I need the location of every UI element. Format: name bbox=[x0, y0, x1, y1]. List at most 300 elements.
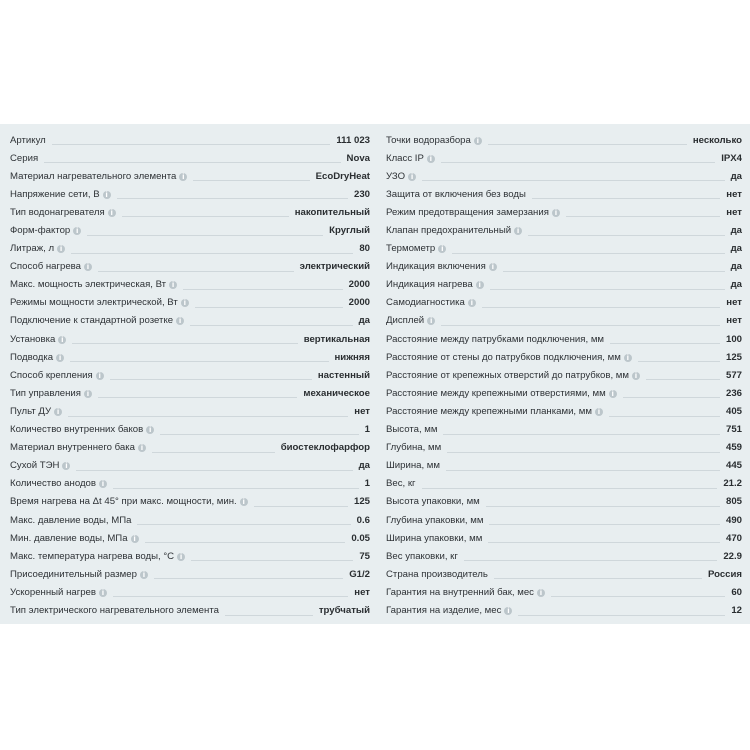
leader-line bbox=[532, 198, 720, 199]
spec-value: 805 bbox=[725, 496, 742, 508]
spec-label bbox=[386, 370, 644, 381]
leader-line bbox=[638, 361, 720, 362]
spec-value: несколько bbox=[692, 134, 742, 146]
leader-line bbox=[446, 470, 720, 471]
info-icon[interactable]: i bbox=[54, 408, 62, 416]
leader-line bbox=[623, 397, 720, 398]
info-icon[interactable]: i bbox=[84, 263, 92, 271]
spec-label bbox=[10, 135, 50, 146]
spec-label bbox=[386, 352, 636, 363]
spec-row bbox=[386, 529, 742, 547]
spec-label bbox=[10, 496, 252, 507]
spec-row bbox=[10, 601, 370, 619]
info-icon[interactable]: i bbox=[138, 444, 146, 452]
spec-row bbox=[386, 366, 742, 384]
spec-row bbox=[386, 565, 742, 583]
spec-label-text: Расстояние между крепежными планками, мм bbox=[386, 405, 592, 417]
spec-label-text: Страна производитель bbox=[386, 568, 488, 580]
spec-value: 230 bbox=[353, 188, 370, 200]
info-icon[interactable]: i bbox=[624, 354, 632, 362]
spec-label bbox=[10, 171, 191, 182]
specs-column-right bbox=[386, 131, 742, 620]
spec-label bbox=[386, 406, 607, 417]
spec-row bbox=[386, 312, 742, 330]
spec-label bbox=[10, 478, 111, 489]
spec-label bbox=[10, 243, 69, 254]
leader-line bbox=[441, 325, 720, 326]
spec-value: 2000 bbox=[348, 297, 370, 309]
spec-label bbox=[386, 442, 445, 453]
spec-label bbox=[386, 569, 492, 580]
info-icon[interactable]: i bbox=[438, 245, 446, 253]
spec-label bbox=[10, 207, 120, 218]
spec-row bbox=[10, 402, 370, 420]
spec-value: Круглый bbox=[329, 225, 370, 237]
spec-label-text: Макс. температура нагрева воды, °С bbox=[10, 550, 175, 562]
leader-line bbox=[191, 560, 353, 561]
leader-line bbox=[152, 452, 275, 453]
leader-line bbox=[113, 596, 348, 597]
spec-label bbox=[10, 297, 193, 308]
leader-line bbox=[68, 416, 348, 417]
spec-label bbox=[386, 587, 549, 598]
spec-row bbox=[10, 221, 370, 239]
spec-value: 100 bbox=[725, 333, 742, 345]
spec-row bbox=[10, 294, 370, 312]
spec-label-text: Серия bbox=[10, 152, 39, 164]
spec-value: 459 bbox=[725, 442, 742, 454]
spec-row bbox=[386, 240, 742, 258]
spec-row bbox=[386, 167, 742, 185]
spec-value: 80 bbox=[359, 243, 370, 255]
spec-label-text: Глубина, мм bbox=[386, 442, 442, 454]
spec-value: электрический bbox=[299, 261, 370, 273]
spec-label-text: Вес, кг bbox=[386, 478, 416, 490]
info-icon[interactable]: i bbox=[177, 553, 185, 561]
spec-value: нет bbox=[726, 206, 742, 218]
spec-row bbox=[10, 529, 370, 547]
info-icon[interactable]: i bbox=[73, 227, 81, 235]
spec-value: 75 bbox=[359, 550, 370, 562]
info-icon[interactable]: i bbox=[146, 426, 154, 434]
leader-line bbox=[609, 416, 720, 417]
spec-label bbox=[386, 605, 516, 616]
info-icon[interactable]: i bbox=[84, 390, 92, 398]
info-icon[interactable]: i bbox=[427, 317, 435, 325]
spec-row bbox=[10, 131, 370, 149]
leader-line bbox=[225, 615, 313, 616]
spec-label-text: Ширина упаковки, мм bbox=[386, 532, 483, 544]
info-icon[interactable]: i bbox=[595, 408, 603, 416]
leader-line bbox=[528, 235, 724, 236]
info-icon[interactable]: i bbox=[176, 317, 184, 325]
spec-label bbox=[10, 460, 74, 471]
info-icon[interactable]: i bbox=[181, 299, 189, 307]
spec-label-text: Самодиагностика bbox=[386, 297, 465, 309]
info-icon[interactable]: i bbox=[240, 498, 248, 506]
spec-value: вертикальная bbox=[303, 333, 370, 345]
spec-value: 125 bbox=[725, 351, 742, 363]
spec-row bbox=[10, 185, 370, 203]
spec-value: 751 bbox=[725, 424, 742, 436]
spec-row bbox=[10, 149, 370, 167]
leader-line bbox=[494, 578, 702, 579]
leader-line bbox=[489, 524, 720, 525]
spec-value: 2000 bbox=[348, 279, 370, 291]
info-icon[interactable]: i bbox=[514, 227, 522, 235]
leader-line bbox=[254, 506, 348, 507]
spec-row bbox=[10, 421, 370, 439]
info-icon[interactable]: i bbox=[609, 390, 617, 398]
leader-line bbox=[195, 307, 343, 308]
leader-line bbox=[447, 452, 720, 453]
info-icon[interactable]: i bbox=[58, 336, 66, 344]
spec-row bbox=[386, 511, 742, 529]
spec-value: 21.2 bbox=[723, 478, 742, 490]
spec-label-text: Гарантия на изделие, мес bbox=[386, 604, 502, 616]
spec-label bbox=[10, 406, 66, 417]
spec-value: настенный bbox=[317, 369, 370, 381]
spec-label-text: Глубина упаковки, мм bbox=[386, 514, 484, 526]
spec-row bbox=[386, 131, 742, 149]
spec-label bbox=[386, 153, 439, 164]
spec-label-text: Время нагрева на Δt 45° при макс. мощности, мин. bbox=[10, 496, 237, 508]
spec-value: 111 023 bbox=[336, 134, 370, 146]
leader-line bbox=[160, 434, 358, 435]
spec-label bbox=[386, 533, 486, 544]
spec-row bbox=[10, 547, 370, 565]
info-icon[interactable]: i bbox=[408, 173, 416, 181]
spec-value: 0.6 bbox=[356, 514, 370, 526]
spec-row bbox=[386, 475, 742, 493]
spec-label-text: Материал нагревательного элемента bbox=[10, 170, 177, 182]
spec-label-text: Высота упаковки, мм bbox=[386, 496, 480, 508]
spec-row bbox=[10, 330, 370, 348]
spec-label-text: Расстояние между крепежными отверстиями, мм bbox=[386, 387, 606, 399]
spec-label-text: Гарантия на внутренний бак, мес bbox=[386, 586, 534, 598]
spec-value: да bbox=[358, 315, 370, 327]
spec-label-text: Подключение к стандартной розетке bbox=[10, 315, 174, 327]
spec-label-text: Сухой ТЭН bbox=[10, 460, 60, 472]
leader-line bbox=[52, 144, 331, 145]
spec-value: 12 bbox=[731, 604, 742, 616]
spec-label bbox=[386, 388, 621, 399]
spec-label-text: Пульт ДУ bbox=[10, 405, 52, 417]
spec-label bbox=[386, 460, 444, 471]
leader-line bbox=[488, 542, 720, 543]
spec-label-text: Материал внутреннего бака bbox=[10, 442, 135, 454]
spec-label bbox=[10, 605, 223, 616]
spec-value: нижняя bbox=[334, 351, 370, 363]
info-icon[interactable]: i bbox=[131, 535, 139, 543]
spec-row bbox=[386, 258, 742, 276]
spec-label bbox=[386, 189, 530, 200]
spec-label bbox=[10, 551, 189, 562]
spec-row bbox=[10, 511, 370, 529]
info-icon[interactable]: i bbox=[96, 372, 104, 380]
spec-row bbox=[10, 457, 370, 475]
spec-label bbox=[10, 334, 70, 345]
leader-line bbox=[464, 560, 717, 561]
info-icon[interactable]: i bbox=[427, 155, 435, 163]
spec-row bbox=[10, 565, 370, 583]
spec-label bbox=[386, 315, 439, 326]
leader-line bbox=[87, 235, 323, 236]
info-icon[interactable]: i bbox=[103, 191, 111, 199]
leader-line bbox=[566, 216, 720, 217]
spec-row bbox=[10, 475, 370, 493]
spec-row bbox=[10, 258, 370, 276]
leader-line bbox=[646, 379, 720, 380]
spec-label-text: Тип управления bbox=[10, 387, 81, 399]
spec-value: G1/2 bbox=[349, 568, 370, 580]
spec-label-text: Количество анодов bbox=[10, 478, 96, 490]
spec-label bbox=[10, 225, 85, 236]
spec-label bbox=[10, 261, 96, 272]
spec-label-text: Класс IP bbox=[386, 152, 424, 164]
spec-label-text: Форм-фактор bbox=[10, 225, 71, 237]
spec-row bbox=[386, 583, 742, 601]
spec-row bbox=[10, 276, 370, 294]
leader-line bbox=[193, 180, 309, 181]
spec-row bbox=[386, 276, 742, 294]
spec-label-text: Ускоренный нагрев bbox=[10, 586, 96, 598]
spec-label bbox=[10, 587, 111, 598]
spec-value: да bbox=[358, 460, 370, 472]
spec-label-text: Защита от включения без воды bbox=[386, 188, 526, 200]
spec-row bbox=[386, 348, 742, 366]
leader-line bbox=[110, 379, 312, 380]
spec-label-text: Подводка bbox=[10, 351, 54, 363]
spec-value: Россия bbox=[707, 568, 742, 580]
leader-line bbox=[610, 343, 720, 344]
leader-line bbox=[190, 325, 352, 326]
spec-row bbox=[386, 601, 742, 619]
spec-row bbox=[386, 221, 742, 239]
spec-label-text: Дисплей bbox=[386, 315, 425, 327]
info-icon[interactable]: i bbox=[57, 245, 65, 253]
spec-row bbox=[10, 348, 370, 366]
spec-value: да bbox=[730, 225, 742, 237]
spec-label bbox=[386, 207, 564, 218]
spec-row bbox=[10, 384, 370, 402]
spec-row bbox=[386, 421, 742, 439]
leader-line bbox=[44, 162, 340, 163]
spec-row bbox=[386, 402, 742, 420]
spec-label-text: Расстояние между патрубками подключения, мм bbox=[386, 333, 605, 345]
info-icon[interactable]: i bbox=[140, 571, 148, 579]
spec-value: нет bbox=[726, 297, 742, 309]
spec-value: да bbox=[730, 243, 742, 255]
spec-label bbox=[10, 515, 135, 526]
spec-label-text: Напряжение сети, В bbox=[10, 188, 100, 200]
spec-row bbox=[10, 240, 370, 258]
spec-value: накопительный bbox=[294, 206, 370, 218]
info-icon[interactable]: i bbox=[632, 372, 640, 380]
info-icon[interactable]: i bbox=[537, 589, 545, 597]
spec-label bbox=[10, 442, 150, 453]
spec-row bbox=[386, 547, 742, 565]
spec-value: 490 bbox=[725, 514, 742, 526]
spec-value: трубчатый bbox=[318, 604, 370, 616]
spec-label bbox=[386, 297, 480, 308]
leader-line bbox=[145, 542, 346, 543]
leader-line bbox=[441, 162, 715, 163]
leader-line bbox=[117, 198, 348, 199]
spec-label bbox=[10, 315, 188, 326]
spec-row bbox=[386, 457, 742, 475]
leader-line bbox=[443, 434, 720, 435]
spec-label-text: Присоединительный размер bbox=[10, 568, 137, 580]
spec-value: да bbox=[730, 170, 742, 182]
spec-value: 22.9 bbox=[723, 550, 742, 562]
leader-line bbox=[76, 470, 352, 471]
spec-label-text: Вес упаковки, кг bbox=[386, 550, 458, 562]
spec-row bbox=[10, 493, 370, 511]
leader-line bbox=[503, 271, 725, 272]
spec-label-text: Расстояние от крепежных отверстий до патрубков, мм bbox=[386, 369, 629, 381]
leader-line bbox=[486, 506, 720, 507]
spec-label-text: Макс. давление воды, МПа bbox=[10, 514, 132, 526]
leader-line bbox=[154, 578, 343, 579]
spec-row bbox=[10, 439, 370, 457]
info-icon[interactable]: i bbox=[476, 281, 484, 289]
info-icon[interactable]: i bbox=[169, 281, 177, 289]
spec-label-text: Термометр bbox=[386, 243, 436, 255]
spec-label bbox=[10, 370, 108, 381]
spec-label bbox=[10, 533, 143, 544]
spec-value: нет bbox=[726, 315, 742, 327]
spec-label-text: Клапан предохранительный bbox=[386, 225, 512, 237]
spec-label bbox=[386, 243, 450, 254]
spec-value: Nova bbox=[346, 152, 370, 164]
leader-line bbox=[422, 180, 725, 181]
spec-label bbox=[386, 171, 420, 182]
spec-row bbox=[10, 312, 370, 330]
spec-row bbox=[10, 203, 370, 221]
spec-row bbox=[10, 366, 370, 384]
spec-label-text: Способ крепления bbox=[10, 369, 93, 381]
spec-label-text: Артикул bbox=[10, 134, 46, 146]
spec-label-text: УЗО bbox=[386, 170, 406, 182]
spec-value: 577 bbox=[725, 369, 742, 381]
info-icon[interactable]: i bbox=[99, 480, 107, 488]
spec-value: 236 bbox=[725, 387, 742, 399]
info-icon[interactable]: i bbox=[489, 263, 497, 271]
leader-line bbox=[551, 596, 725, 597]
info-icon[interactable]: i bbox=[474, 137, 482, 145]
leader-line bbox=[518, 615, 725, 616]
spec-value: 0.05 bbox=[351, 532, 370, 544]
spec-row bbox=[386, 493, 742, 511]
spec-value: нет bbox=[726, 188, 742, 200]
spec-label bbox=[10, 352, 68, 363]
leader-line bbox=[72, 343, 297, 344]
spec-value: 125 bbox=[353, 496, 370, 508]
info-icon[interactable]: i bbox=[62, 462, 70, 470]
spec-label bbox=[386, 478, 420, 489]
leader-line bbox=[98, 271, 294, 272]
spec-label-text: Режим предотвращения замерзания bbox=[386, 206, 549, 218]
spec-row bbox=[10, 167, 370, 185]
info-icon[interactable]: i bbox=[108, 209, 116, 217]
spec-label-text: Мин. давление воды, МПа bbox=[10, 532, 128, 544]
spec-label-text: Установка bbox=[10, 333, 56, 345]
spec-value: биостеклофарфор bbox=[280, 442, 370, 454]
spec-value: нет bbox=[354, 586, 370, 598]
spec-row bbox=[386, 149, 742, 167]
spec-value: IPX4 bbox=[721, 152, 742, 164]
spec-label-text: Режимы мощности электрической, Вт bbox=[10, 297, 178, 309]
leader-line bbox=[71, 253, 353, 254]
spec-label bbox=[10, 569, 152, 580]
spec-label bbox=[10, 388, 96, 399]
spec-label-text: Макс. мощность электрическая, Вт bbox=[10, 279, 167, 291]
spec-value: 1 bbox=[364, 478, 370, 490]
leader-line bbox=[113, 488, 359, 489]
leader-line bbox=[452, 253, 724, 254]
spec-value: да bbox=[730, 261, 742, 273]
leader-line bbox=[70, 361, 328, 362]
info-icon[interactable]: i bbox=[179, 173, 187, 181]
spec-label-text: Тип электрического нагревательного элемента bbox=[10, 604, 219, 616]
spec-row bbox=[386, 185, 742, 203]
spec-value: 405 bbox=[725, 405, 742, 417]
spec-label-text: Индикация включения bbox=[386, 261, 486, 273]
info-icon[interactable]: i bbox=[552, 209, 560, 217]
spec-row bbox=[386, 384, 742, 402]
spec-label-text: Способ нагрева bbox=[10, 261, 81, 273]
spec-label bbox=[10, 153, 42, 164]
spec-label-text: Точки водоразбора bbox=[386, 134, 471, 146]
spec-value: 445 bbox=[725, 460, 742, 472]
leader-line bbox=[422, 488, 718, 489]
info-icon[interactable]: i bbox=[56, 354, 64, 362]
leader-line bbox=[137, 524, 350, 525]
spec-label-text: Количество внутренних баков bbox=[10, 424, 144, 436]
spec-value: EcoDryHeat bbox=[315, 170, 370, 182]
spec-label-text: Высота, мм bbox=[386, 424, 438, 436]
spec-label bbox=[386, 225, 526, 236]
leader-line bbox=[122, 216, 289, 217]
leader-line bbox=[490, 289, 725, 290]
spec-label-text: Ширина, мм bbox=[386, 460, 441, 472]
spec-label bbox=[386, 261, 501, 272]
specs-column-left bbox=[10, 131, 370, 620]
spec-label bbox=[10, 424, 158, 435]
info-icon[interactable]: i bbox=[99, 589, 107, 597]
leader-line bbox=[488, 144, 687, 145]
spec-row bbox=[386, 203, 742, 221]
spec-value: 1 bbox=[364, 424, 370, 436]
spec-label bbox=[10, 189, 115, 200]
spec-label-text: Расстояние от стены до патрубков подключения, мм bbox=[386, 351, 621, 363]
spec-label-text: Литраж, л bbox=[10, 243, 55, 255]
spec-label bbox=[386, 496, 484, 507]
info-icon[interactable]: i bbox=[468, 299, 476, 307]
spec-value: нет bbox=[354, 405, 370, 417]
spec-label bbox=[10, 279, 181, 290]
spec-value: да bbox=[730, 279, 742, 291]
spec-label bbox=[386, 279, 488, 290]
info-icon[interactable]: i bbox=[504, 607, 512, 615]
spec-label bbox=[386, 515, 487, 526]
spec-label-text: Индикация нагрева bbox=[386, 279, 473, 291]
spec-value: механическое bbox=[303, 387, 370, 399]
spec-label-text: Тип водонагревателя bbox=[10, 206, 105, 218]
spec-row bbox=[386, 330, 742, 348]
leader-line bbox=[183, 289, 343, 290]
